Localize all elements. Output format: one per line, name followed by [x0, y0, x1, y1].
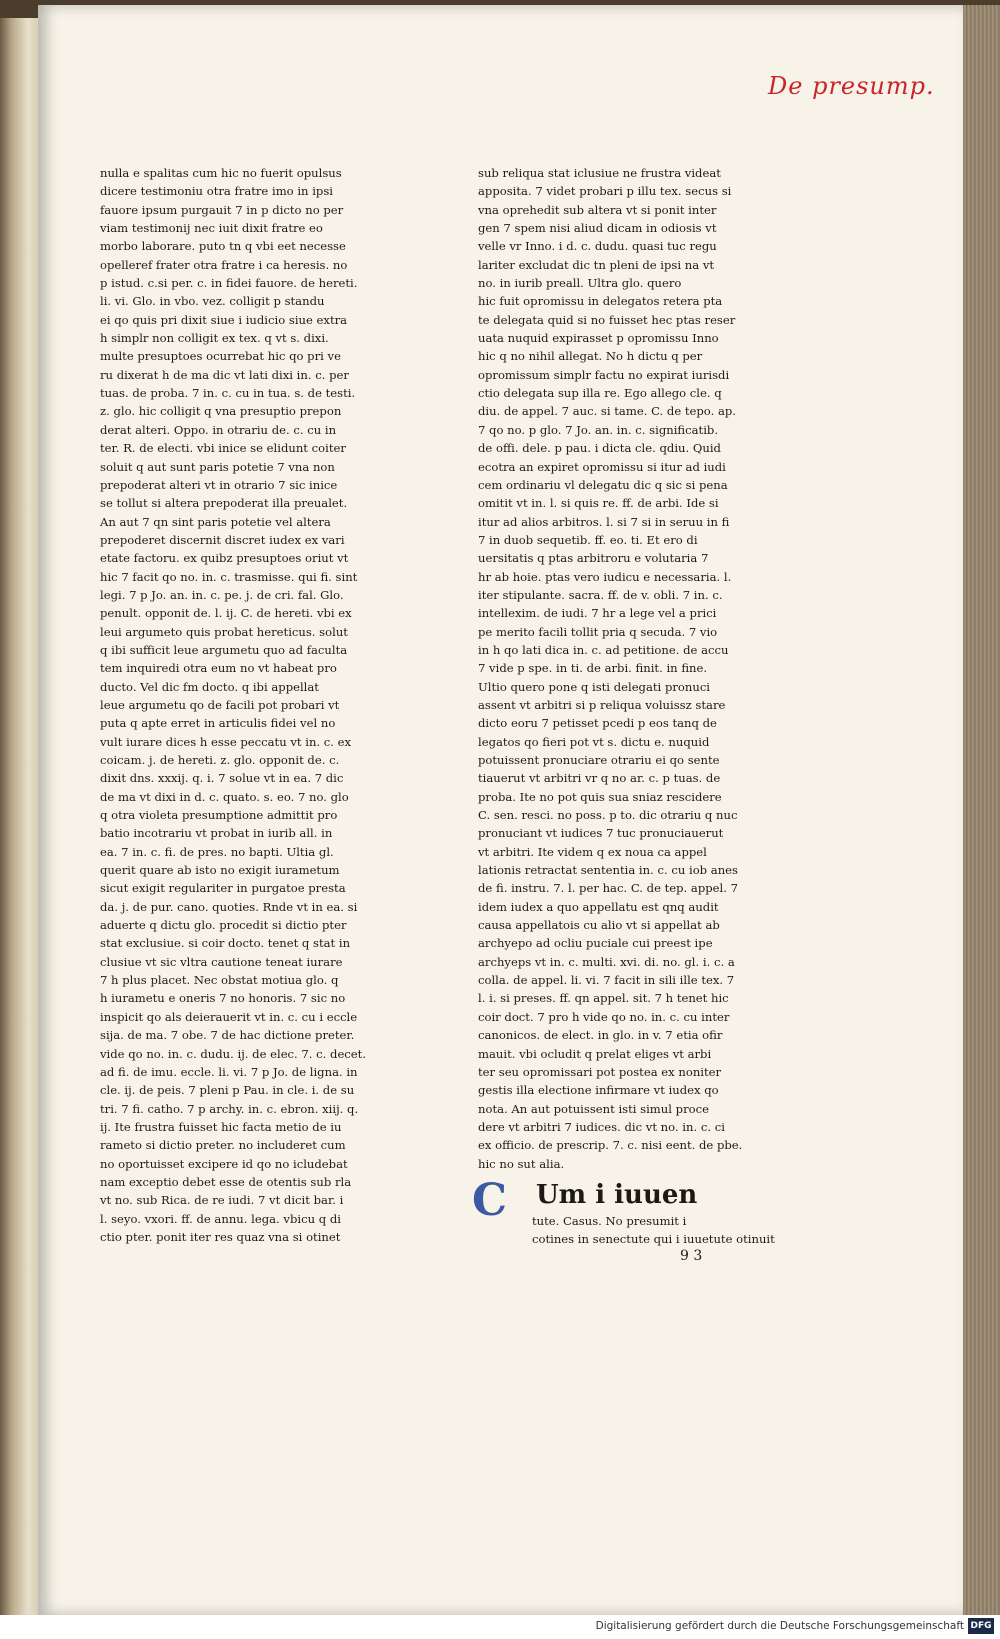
text-line: tute. Casus. No presumit i — [532, 1214, 687, 1228]
text-line: assent vt arbitri si p reliqua voluissz stare — [478, 697, 726, 712]
chapter-initial: C — [472, 1175, 508, 1226]
text-line: rameto si dictio preter. no includeret cum — [100, 1138, 346, 1153]
text-line: nota. An aut potuissent isti simul proce — [478, 1101, 709, 1116]
text-line: da. j. de pur. cano. quoties. Rnde vt in ea. si — [100, 899, 358, 914]
text-line: cem ordinariu vl delegatu dic q sic si pena — [478, 477, 728, 492]
text-line: se tollut si altera prepoderat illa preualet. — [100, 496, 348, 511]
text-line: 7 vide p spe. in ti. de arbi. finit. in fine. — [478, 661, 708, 676]
text-line: omitit vt in. l. si quis re. ff. de arbi. Ide si — [478, 496, 719, 511]
text-line: dicere testimoniu otra fratre imo in ipsi — [100, 184, 333, 199]
text-line: soluit q aut sunt paris potetie 7 vna non — [100, 459, 335, 474]
text-line: ex officio. de prescrip. 7. c. nisi eent. de pbe. — [478, 1138, 743, 1153]
text-line: coicam. j. de hereti. z. glo. opponit de. c. — [100, 753, 340, 767]
text-line: nulla e spalitas cum hic no fuerit opulsus — [100, 166, 342, 180]
text-line: te delegata quid si no fuisset hec ptas reser — [478, 312, 736, 327]
text-line: 7 h plus placet. Nec obstat motiua glo. q — [100, 973, 339, 988]
text-line: tri. 7 fi. catho. 7 p archy. in. c. ebron. xiij. q. — [100, 1101, 359, 1116]
text-line: de ma vt dixi in d. c. quato. s. eo. 7 no. glo — [100, 789, 349, 804]
text-line: colla. de appel. li. vi. 7 facit in sili ille tex. 7 — [478, 973, 735, 988]
text-line: ei qo quis pri dixit siue i iudicio siue extra — [100, 312, 348, 327]
text-line: ctio delegata sup illa re. Ego allego cle. q — [478, 386, 722, 401]
text-line: de fi. instru. 7. l. per hac. C. de tep. appel. 7 — [478, 881, 738, 896]
text-line: querit quare ab isto no exigit iurametum — [100, 863, 340, 878]
text-line: potuissent pronuciare otrariu ei qo sente — [478, 753, 720, 767]
text-line: cotines in senectute qui i iuuetute otinuit — [532, 1232, 775, 1247]
text-line: diu. de appel. 7 auc. si tame. C. de tepo. ap. — [478, 404, 736, 419]
text-line: l. seyo. vxori. ff. de annu. lega. vbicu q di — [100, 1211, 341, 1226]
text-line: opromissum simplr factu no expirat iurisdi — [478, 367, 730, 382]
text-line: vide qo no. in. c. dudu. ij. de elec. 7. c. decet. — [100, 1046, 367, 1061]
text-line: morbo laborare. puto tn q vbi eet necesse — [100, 239, 346, 254]
digitization-credit: Digitalisierung gefördert durch die Deutsche Forschungsgemeinschaft — [595, 1620, 964, 1632]
text-line: stat exclusiue. si coir docto. tenet q stat in — [100, 936, 351, 951]
text-line: ducto. Vel dic fm docto. q ibi appellat — [100, 679, 319, 694]
text-line: ter seu opromissari pot postea ex noniter — [478, 1064, 722, 1079]
text-line: tem inquiredi otra eum no vt habeat pro — [100, 661, 337, 676]
text-line: etate factoru. ex quibz presuptoes oriut vt — [100, 551, 349, 566]
text-line: leue argumetu qo de facili pot probari vt — [100, 697, 340, 712]
text-line: mauit. vbi ocludit q prelat eliges vt arbi — [478, 1046, 712, 1061]
text-line: leui argumeto quis probat hereticus. solut — [100, 624, 348, 639]
text-line: hic q no nihil allegat. No h dictu q per — [478, 349, 703, 364]
text-line: batio incotrariu vt probat in iurib all. in — [100, 826, 333, 841]
text-line: in h qo lati dica in. c. ad petitione. de accu — [478, 642, 729, 657]
text-line: tuas. de proba. 7 in. c. cu in tua. s. de testi. — [100, 386, 356, 401]
page-block-edge — [963, 5, 1000, 1615]
text-line: vt arbitri. Ite videm q ex noua ca appel — [478, 844, 707, 859]
text-line: aduerte q dictu glo. procedit si dictio pter — [100, 918, 347, 933]
text-line: hic fuit opromissu in delegatos retera pta — [478, 294, 723, 309]
text-line: sicut exigit regulariter in purgatoe presta — [100, 881, 346, 896]
right-text-column — [478, 164, 743, 1173]
text-line: archyepo ad ocliu puciale cui preest ipe — [478, 936, 713, 951]
text-line: pe merito facili tollit pria q secuda. 7 vio — [478, 624, 718, 639]
text-line: dicto eoru 7 petisset pcedi p eos tanq de — [478, 716, 717, 731]
text-line: de offi. dele. p pau. i dicta cle. qdiu. Quid — [478, 441, 721, 456]
text-line: uata nuquid expirasset p opromissu Inno — [478, 331, 719, 346]
text-line: canonicos. de elect. in glo. in v. 7 etia ofir — [478, 1028, 723, 1043]
left-text-column — [100, 164, 367, 1246]
text-line: p istud. c.si per. c. in fidei fauore. de hereti. — [100, 276, 358, 291]
text-line: causa appellatois cu alio vt si appellat ab — [478, 918, 720, 933]
text-line: q ibi sufficit leue argumetu quo ad faculta — [100, 642, 348, 657]
text-line: dere vt arbitri 7 iudices. dic vt no. in. c. ci — [478, 1119, 725, 1134]
text-line: itur ad alios arbitros. l. si 7 si in seruu in fi — [478, 514, 730, 529]
text-line: C. sen. resci. no poss. p to. dic otrariu q nuc — [478, 808, 738, 823]
text-line: legatos qo fieri pot vt s. dictu e. nuquid — [478, 734, 710, 749]
text-line: apposita. 7 videt probari p illu tex. secus si — [478, 184, 732, 199]
text-line: derat alteri. Oppo. in otrariu de. c. cu in — [100, 422, 337, 437]
folio-signature: 9 3 — [680, 1248, 703, 1264]
text-line: iter stipulante. sacra. ff. de v. obli. 7 in. c. — [478, 587, 723, 602]
text-line: vna oprehedit sub altera vt si ponit inter — [478, 202, 717, 217]
text-line: fauore ipsum purgauit 7 in p dicto no per — [100, 202, 344, 217]
text-line: opelleref frater otra fratre i ca heresis. no — [100, 257, 348, 272]
text-line: prepoderat alteri vt in otrario 7 sic inice — [100, 477, 338, 492]
chapter-heading: Um i iuuen — [536, 1180, 698, 1210]
text-line: li. vi. Glo. in vbo. vez. colligit p standu — [100, 294, 325, 309]
text-line: gestis illa electione infirmare vt iudex qo — [478, 1083, 719, 1098]
text-line: ea. 7 in. c. fi. de pres. no bapti. Ultia gl. — [100, 844, 334, 859]
text-line: ter. R. de electi. vbi inice se elidunt coiter — [100, 441, 346, 456]
text-line: q otra violeta presumptione admittit pro — [100, 808, 338, 823]
text-line: An aut 7 qn sint paris potetie vel altera — [100, 514, 331, 529]
text-line: h iurametu e oneris 7 no honoris. 7 sic no — [100, 991, 346, 1006]
text-line: ru dixerat h de ma dic vt lati dixi in. c. per — [100, 367, 349, 382]
chapter-opening-text — [532, 1212, 775, 1249]
running-head: De presump. — [768, 72, 935, 100]
text-line: archyeps vt in. c. multi. xvi. di. no. gl. i. c. a — [478, 954, 735, 969]
text-line: h simplr non colligit ex tex. q vt s. dixi. — [100, 331, 329, 346]
facing-page-edge — [0, 18, 40, 1615]
text-line: cle. ij. de peis. 7 pleni p Pau. in cle. i. de su — [100, 1083, 355, 1098]
text-line: legi. 7 p Jo. an. in. c. pe. j. de cri. fal. Glo. — [100, 587, 344, 602]
text-line: idem iudex a quo appellatu est qnq audit — [478, 899, 719, 914]
text-line: multe presuptoes ocurrebat hic qo pri ve — [100, 349, 341, 364]
text-line: prepoderet discernit discret iudex ex vari — [100, 532, 345, 547]
text-line: ad fi. de imu. eccle. li. vi. 7 p Jo. de ligna. in — [100, 1064, 358, 1079]
text-line: viam testimonij nec iuit dixit fratre eo — [100, 221, 323, 236]
text-line: vt no. sub Rica. de re iudi. 7 vt dicit bar. i — [100, 1193, 344, 1208]
text-line: no. in iurib preall. Ultra glo. quero — [478, 276, 682, 291]
text-line: 7 qo no. p glo. 7 Jo. an. in. c. significatib. — [478, 422, 719, 437]
text-line: coir doct. 7 pro h vide qo no. in. c. cu inter — [478, 1009, 730, 1024]
text-line: nam exceptio debet esse de otentis sub rla — [100, 1174, 352, 1189]
text-line: 7 in duob sequetib. ff. eo. ti. Et ero di — [478, 532, 698, 547]
text-line: ij. Ite frustra fuisset hic facta metio de iu — [100, 1119, 342, 1134]
text-line: velle vr Inno. i d. c. dudu. quasi tuc regu — [478, 239, 717, 254]
text-line: no oportuisset excipere id qo no icludebat — [100, 1156, 348, 1171]
text-line: clusiue vt sic vltra cautione teneat iurare — [100, 954, 343, 969]
text-line: l. i. si preses. ff. qn appel. sit. 7 h tenet hic — [478, 991, 729, 1006]
text-line: Ultio quero pone q isti delegati pronuci — [478, 679, 711, 694]
dfg-logo: DFG — [968, 1618, 994, 1634]
text-line: puta q apte erret in articulis fidei vel no — [100, 716, 336, 731]
text-line: inspicit qo als deierauerit vt in. c. cu i eccle — [100, 1009, 358, 1024]
text-line: ecotra an expiret opromissu si itur ad iudi — [478, 459, 726, 474]
text-line: vult iurare dices h esse peccatu vt in. c. ex — [100, 734, 352, 749]
text-line: hic 7 facit qo no. in. c. trasmisse. qui fi. sint — [100, 569, 358, 584]
text-line: uersitatis q ptas arbitroru e volutaria 7 — [478, 551, 709, 566]
text-line: dixit dns. xxxij. q. i. 7 solue vt in ea. 7 dic — [100, 771, 344, 786]
text-line: lationis retractat sententia in. c. cu iob anes — [478, 863, 738, 878]
text-line: z. glo. hic colligit q vna presuptio prepon — [100, 404, 342, 419]
text-line: intellexim. de iudi. 7 hr a lege vel a prici — [478, 606, 717, 621]
text-line: gen 7 spem nisi aliud dicam in odiosis vt — [478, 221, 717, 236]
text-line: sub reliqua stat iclusiue ne frustra videat — [478, 166, 721, 180]
text-line: hic no sut alia. — [478, 1156, 565, 1171]
text-line: tiauerut vt arbitri vr q no ar. c. p tuas. de — [478, 771, 721, 786]
text-line: pronuciant vt iudices 7 tuc pronuciauerut — [478, 826, 724, 841]
text-line: sija. de ma. 7 obe. 7 de hac dictione preter. — [100, 1028, 355, 1043]
text-line: lariter excludat dic tn pleni de ipsi na vt — [478, 257, 715, 272]
text-line: penult. opponit de. l. ij. C. de hereti. vbi ex — [100, 606, 352, 621]
text-line: hr ab hoie. ptas vero iudicu e necessaria. l. — [478, 569, 732, 584]
text-line: ctio pter. ponit iter res quaz vna si otinet — [100, 1229, 341, 1244]
text-line: proba. Ite no pot quis sua sniaz rescidere — [478, 789, 722, 804]
